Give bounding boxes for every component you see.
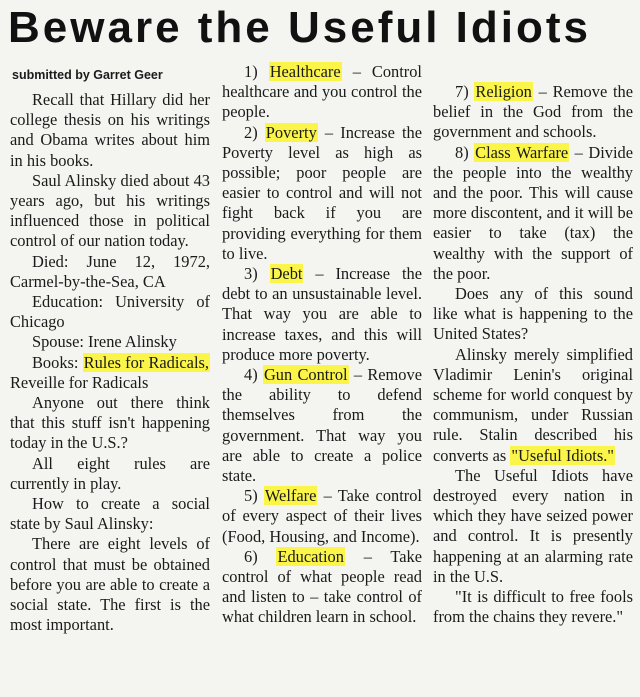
paragraph-does-any: Does any of this sound like what is happening to the United States? [433,284,633,344]
rule-5 [222,486,422,547]
rule-description: – Divide the people into the wealthy and the poor. This will cause more discontent, and it will be easier to take (tax) the wealthy with the support of the poor. [433,142,633,283]
paragraph-quote: "It is difficult to free fools from the chains they revere." [433,587,633,627]
paragraph-how-to: How to create a social state by Saul Alinsky: [10,494,210,534]
rule-name-class-warfare: Class Warfare [475,142,569,162]
rule-2 [222,123,422,264]
column-3 [433,82,633,627]
paragraph-death: Saul Alinsky died about 43 years ago, but his writings influenced those in political control of our nation today. [10,170,210,251]
paragraph-destroyed: The Useful Idiots have destroyed every nation in which they have seized power and control. It is presently happening at an alarming rate in the U.S. [433,465,633,586]
paragraph-all-eight: All eight rules are currently in play. [10,453,210,493]
rule-4 [222,365,422,486]
paragraph-anyone: Anyone out there think that this stuff isn't happening today in the U.S.? [10,393,210,453]
books-prefix: Books: [32,352,83,372]
rule-1 [222,62,422,123]
rule-description: – Increase the debt to an unsustainable level. That way you are able to increase taxes, and this will produce more poverty. [222,264,422,364]
rule-name-poverty: Poverty [265,122,317,142]
paragraph-education: Education: University of Chicago [10,292,210,332]
rule-number: 8) [455,142,475,162]
paragraph-levels: There are eight levels of control that must be obtained before you are able to create a social state. The first is the most important. [10,534,210,635]
rule-3 [222,264,422,365]
rule-6 [222,547,422,628]
column-1 [10,58,210,635]
rule-number: 1) [244,62,269,81]
rule-8 [433,143,633,284]
rule-name-welfare: Welfare [264,486,317,506]
headline: Beware the Useful Idiots [8,3,592,52]
books-highlight: Rules for Radicals, [83,352,209,372]
rule-description: – Control healthcare and you control the people. [222,62,422,122]
rule-name-gun-control: Gun Control [263,365,348,385]
rule-number: 4) [244,365,263,385]
rule-description: – Remove the ability to defend themselves from the government. That way you are able to create a police state. [222,365,422,486]
alinsky-text: Alinsky merely simplified Vladimir Lenin's original scheme for world conquest by communism, under Russian rule. Stalin described his converts as [433,344,633,465]
rule-description: – Remove the belief in the God from the government and schools. [433,82,633,142]
rule-number: 7) [455,82,475,101]
paragraph-intro: Recall that Hillary did her college thesis on his writings and Obama writes about him in his books. [10,90,210,170]
rule-number: 3) [244,264,270,284]
rule-number: 6) [244,546,277,566]
rule-name-debt: Debt [270,264,303,284]
paragraph-died: Died: June 12, 1972, Carmel-by-the-Sea, CA [10,251,210,291]
rule-number: 2) [244,122,265,142]
books-rest: Reveille for Radicals [10,372,149,392]
rule-name-healthcare: Healthcare [269,62,341,81]
paragraph-spouse: Spouse: Irene Alinsky [32,332,177,352]
column-2 [222,62,422,628]
rule-number: 5) [244,486,264,506]
rule-name-religion: Religion [475,82,532,101]
rule-description: – Increase the Poverty level as high as possible; poor people are easier to control and will not fight back if you are providing everything for them to live. [222,122,422,263]
useful-idiots-highlight: "Useful Idiots." [511,445,615,465]
byline: submitted by Garret Geer [12,68,163,82]
rule-name-education: Education [277,546,344,566]
rule-7 [433,82,633,143]
paragraph-alinsky [433,345,633,466]
rule-description: – Take control of what people read and listen to – take control of what children learn in school. [222,546,422,627]
paragraph-books [10,353,210,393]
rule-description: – Take control of every aspect of their lives (Food, Housing, and Income). [222,486,422,546]
